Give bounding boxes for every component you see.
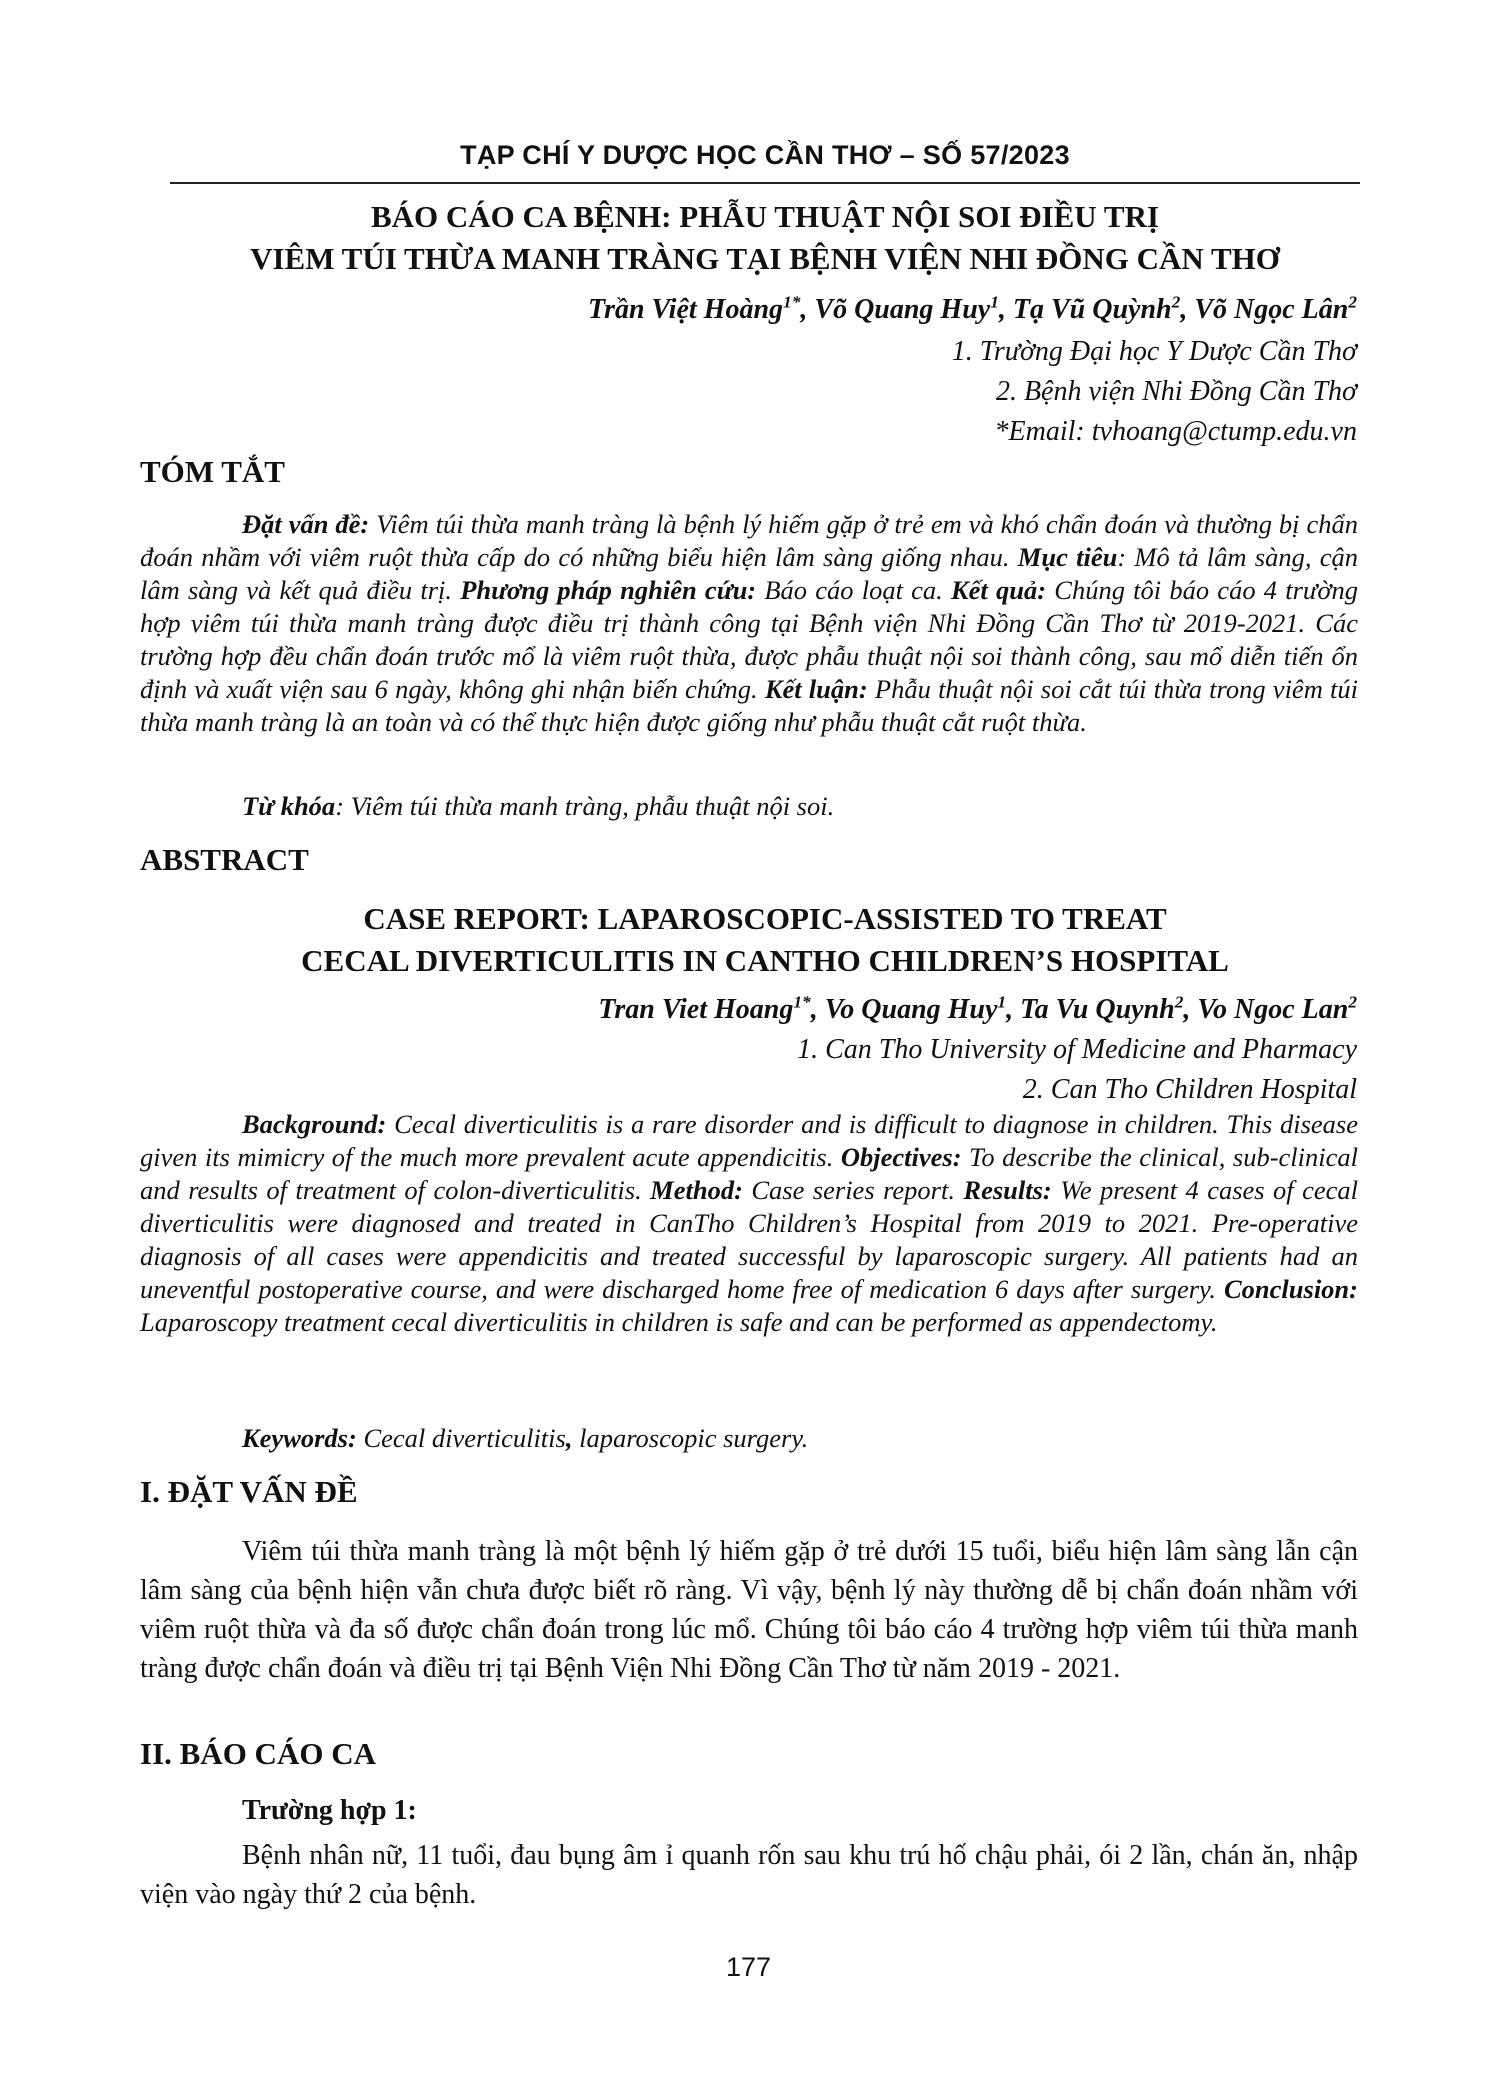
- label-conclusion: Conclusion:: [1223, 1274, 1358, 1304]
- author-affil-mark: 1*: [783, 292, 801, 312]
- summary-heading: TÓM TẮT: [140, 454, 285, 489]
- affiliation: 1. Trường Đại học Y Dược Cần Thơ: [951, 336, 1357, 367]
- author-name: Ta Vu Quynh: [1020, 994, 1175, 1025]
- label-keywords: Keywords:: [242, 1423, 357, 1453]
- text-background: Cecal diverticulitis is a rare disorder and is difficult to diagnose in children. This disease given its mimicry of the much more prevalent acute appendicitis.: [140, 1109, 1358, 1172]
- label-method: Method:: [650, 1175, 743, 1205]
- keywords-en: [140, 1422, 1358, 1455]
- journal-header: TẠP CHÍ Y DƯỢC HỌC CẦN THƠ – SỐ 57/2023: [460, 140, 1070, 170]
- case-1-heading: Trường hợp 1:: [242, 1795, 417, 1826]
- title-vi-line-2: VIÊM TÚI THỪA MANH TRÀNG TẠI BỆNH VIỆN NHI ĐỒNG CẦN THƠ: [250, 241, 1280, 276]
- author-name: Tạ Vũ Quỳnh: [1012, 294, 1172, 325]
- text-ket-qua: Chúng tôi báo cáo 4 trường hợp viêm túi thừa manh tràng được điều trị thành công tại Bệnh viện Nhi Đồng Cần Thơ từ 2019-2021. Các trường hợp đều chẩn đoán trước mổ là viêm ruột thừa, được phẫu thuật nội soi thành công, sau mổ diễn tiến ổn định và xuất viện sau 6 ngày, không ghi nhận biến chứng.: [140, 575, 1359, 704]
- author-affil-mark: 1: [990, 292, 999, 312]
- author-separator: ,: [1180, 294, 1195, 325]
- title-vi: [150, 196, 1380, 280]
- text-tu-khoa: : Viêm túi thừa manh tràng, phẫu thuật nội soi.: [335, 791, 835, 821]
- case-1-text: Bệnh nhân nữ, 11 tuổi, đau bụng âm ỉ quanh rốn sau khu trú hố chậu phải, ói 2 lần, chán ăn, nhập viện vào ngày thứ 2 của bệnh.: [140, 1840, 1358, 1910]
- text-muc-tieu: : Mô tả lâm sàng, cận lâm sàng và kết quả điều trị.: [140, 542, 1358, 605]
- label-phuong-phap: Phương pháp nghiên cứu:: [460, 575, 757, 605]
- author-affil-mark: 2: [1171, 292, 1181, 312]
- title-en-line-2: CECAL DIVERTICULITIS IN CANTHO CHILDREN’S HOSPITAL: [301, 943, 1229, 978]
- affiliation: 1. Can Tho University of Medicine and Pharmacy: [797, 1034, 1357, 1065]
- authors-en: [598, 990, 1357, 1030]
- label-results: Results:: [963, 1175, 1052, 1205]
- keyword-comma: ,: [565, 1423, 573, 1453]
- text-method: Case series report.: [742, 1175, 964, 1205]
- author-separator: ,: [998, 294, 1013, 325]
- text-conclusion: Laparoscopy treatment cecal diverticulitis in children is safe and can be performed as appendectomy.: [140, 1307, 1218, 1337]
- label-ket-luan: Kết luận:: [764, 674, 868, 704]
- text-ket-luan: Phẫu thuật nội soi cắt túi thừa trong viêm túi thừa manh tràng là an toàn và có thể thực hiện được giống như phẫu thuật cắt ruột thừa.: [140, 674, 1358, 737]
- author-affil-mark: 2: [1174, 992, 1184, 1012]
- section-1-text: Viêm túi thừa manh tràng là một bệnh lý hiếm gặp ở trẻ dưới 15 tuổi, biểu hiện lâm sàng lẫn cận lâm sàng của bệnh hiện vẫn chưa được biết rõ ràng. Vì vậy, bệnh lý này thường dễ bị chẩn đoán nhầm với viêm ruột thừa và đa số được chẩn đoán trong lúc mổ. Chúng tôi báo cáo 4 trường hợp viêm túi thừa manh tràng được chẩn đoán và điều trị tại Bệnh Viện Nhi Đồng Cần Thơ từ năm 2019 - 2021.: [140, 1536, 1358, 1684]
- author-name: Võ Ngọc Lân: [1194, 294, 1349, 325]
- author-affil-mark: 1: [997, 992, 1007, 1012]
- page-number: 177: [725, 1952, 772, 1982]
- keyword: laparoscopic surgery.: [572, 1423, 809, 1453]
- abstract-heading: ABSTRACT: [140, 842, 309, 877]
- title-en-line-1: CASE REPORT: LAPAROSCOPIC-ASSISTED TO TREAT: [363, 901, 1167, 936]
- authors-vi: [588, 290, 1357, 330]
- affiliations-en: [797, 1030, 1357, 1110]
- author-name: Vo Ngoc Lan: [1197, 994, 1349, 1025]
- keywords-vi: [140, 790, 1358, 823]
- title-vi-line-1: BÁO CÁO CA BỆNH: PHẪU THUẬT NỘI SOI ĐIỀU TRỊ: [370, 199, 1160, 234]
- section-2-heading: II. BÁO CÁO CA: [140, 1736, 376, 1771]
- case-1-paragraph: [140, 1836, 1358, 1914]
- keyword: Cecal diverticulitis: [356, 1423, 566, 1453]
- author-affil-mark: 1*: [793, 992, 811, 1012]
- label-background: Background:: [242, 1109, 387, 1139]
- affiliation: 2. Bệnh viện Nhi Đồng Cần Thơ: [995, 376, 1357, 407]
- author-separator: ,: [810, 994, 825, 1025]
- affiliations-vi: [952, 332, 1357, 452]
- text-phuong-phap: Báo cáo loạt ca.: [756, 575, 951, 605]
- affiliation: 2. Can Tho Children Hospital: [1022, 1074, 1357, 1105]
- author-separator: ,: [800, 294, 815, 325]
- label-dat-van-de: Đặt vấn đề:: [242, 509, 370, 539]
- author-name: Vo Quang Huy: [824, 994, 998, 1025]
- text-dat-van-de: Viêm túi thừa manh tràng là bệnh lý hiếm gặp ở trẻ em và khó chẩn đoán và thường bị chẩn đoán nhầm với viêm ruột thừa cấp do có những biểu hiện lâm sàng giống nhau.: [140, 509, 1358, 572]
- title-en: [150, 898, 1380, 982]
- header-divider: [170, 182, 1360, 184]
- author-separator: ,: [1183, 994, 1198, 1025]
- section-1-paragraph: [140, 1532, 1358, 1688]
- text-results: We present 4 cases of cecal diverticulitis were diagnosed and treated in CanTho Children’s Hospital from 2019 to 2021. Pre-operative diagnosis of all cases were appendicitis and treated successful by laparoscopic surgery. All patients had an uneventful postoperative course, and were discharged home free of medication 6 days after surgery.: [140, 1175, 1359, 1304]
- label-tu-khoa: Từ khóa: [242, 791, 336, 821]
- email-line: *Email: tvhoang@ctump.edu.vn: [994, 416, 1357, 447]
- summary-paragraph: [140, 508, 1358, 739]
- text-objectives: To describe the clinical, sub-clinical and results of treatment of colon-diverticulitis.: [140, 1142, 1358, 1205]
- abstract-paragraph: [140, 1108, 1358, 1339]
- label-ket-qua: Kết quả:: [951, 575, 1047, 605]
- author-name: Trần Việt Hoàng: [588, 294, 784, 325]
- author-affil-mark: 2: [1348, 992, 1357, 1012]
- author-name: Tran Viet Hoang: [598, 994, 794, 1025]
- author-affil-mark: 2: [1348, 292, 1357, 312]
- section-1-heading: I. ĐẶT VẤN ĐỀ: [140, 1474, 358, 1509]
- author-name: Võ Quang Huy: [814, 294, 991, 325]
- label-muc-tieu: Mục tiêu: [1017, 542, 1118, 572]
- author-separator: ,: [1006, 994, 1021, 1025]
- label-objectives: Objectives:: [840, 1142, 962, 1172]
